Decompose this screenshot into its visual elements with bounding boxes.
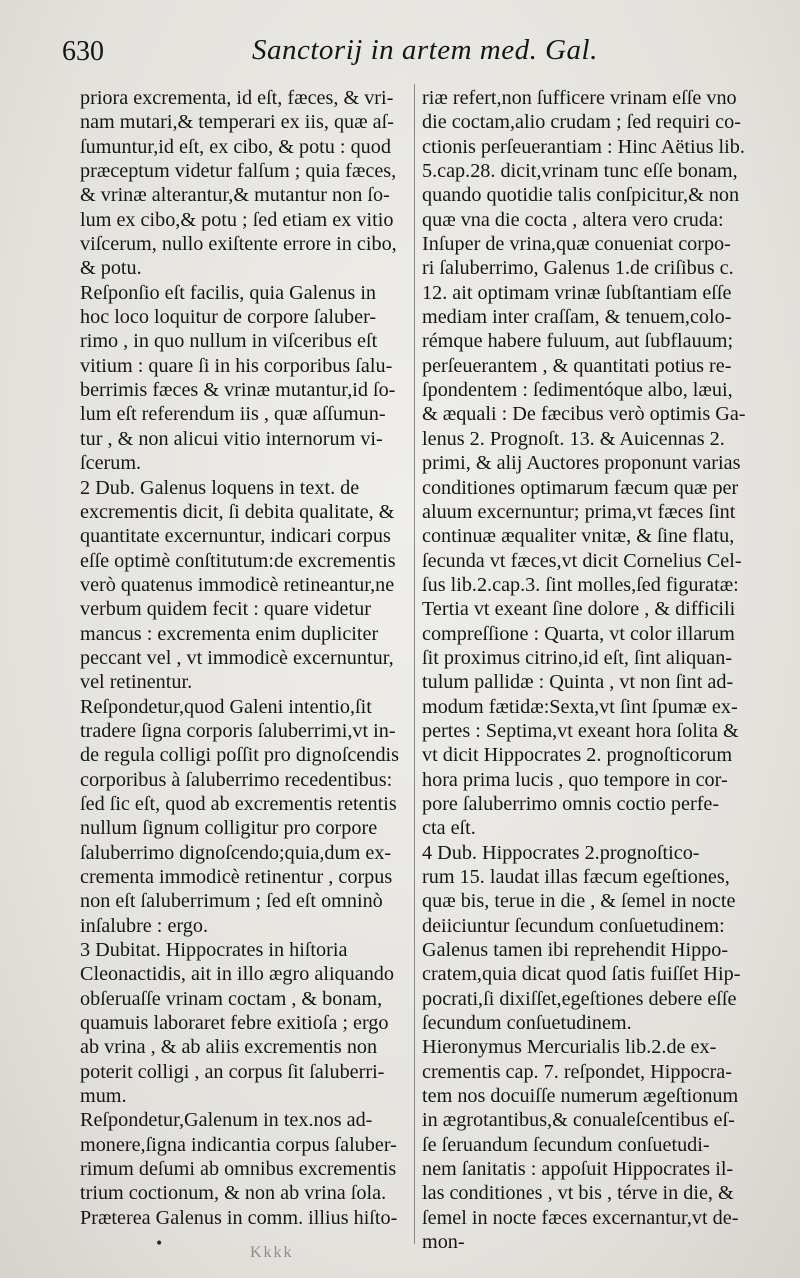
text-line: pore ſaluberrimo omnis coctio perfe- [422, 792, 720, 815]
text-line: Reſpondetur,Galenum in tex.nos ad- [80, 1109, 373, 1132]
text-line: priora excrementa, id eſt, fæces, & vri- [80, 87, 394, 109]
text-line: mancus : excrementa enim dupliciter [80, 622, 379, 645]
text-line: corporibus à ſaluberrimo recedentibus: [80, 768, 393, 791]
text-line: vel retinentur. [80, 671, 193, 694]
column-divider [414, 84, 415, 1244]
text-line: berrimis fæces & vrinæ mutantur,id ſo- [80, 379, 396, 402]
text-line: peccant vel , vt immodicè excernuntur, [80, 646, 394, 669]
text-line: pertes : Septima,vt exeant hora ſolita & [422, 719, 739, 742]
text-line: mediam inter craſſam, & tenuem,colo- [422, 306, 732, 329]
text-line: viſcerum, nullo exiſtente errore in cibo, [80, 233, 397, 256]
text-line: ctionis perſeuerantiam : Hinc Aëtius lib. [422, 135, 745, 158]
text-line: & potu. [80, 257, 142, 280]
text-line: cratem,quia dicat quod ſatis fuiſſet Hip- [422, 963, 741, 986]
text-line: tem nos docuiſſe numerum ægeſtionum [422, 1085, 739, 1108]
right-column [422, 86, 772, 1255]
text-line: rémque habere fuluum, aut ſubflauum; [422, 330, 734, 353]
text-line: lum ex cibo,& potu ; ſed etiam ex vitio [80, 208, 394, 231]
footer-mark: • [155, 1236, 164, 1252]
text-line: Inſuper de vrina,quæ conueniat corpo- [422, 233, 731, 256]
text-line: non eſt ſaluberrimum ; ſed eſt omninò [80, 890, 383, 913]
text-line: pocrati,ſi dixiſſet,egeſtiones debere eſſe [422, 987, 737, 1010]
text-line: ſecundum conſuetudinem. [422, 1012, 632, 1035]
signature-mark: Kkkk [250, 1244, 294, 1261]
page-header [62, 32, 770, 72]
text-line: aluum excernuntur; prima,vt fæces ſint [422, 500, 736, 523]
text-line: riæ refert,non ſufficere vrinam eſſe vno [422, 87, 737, 109]
text-line: inſalubre : ergo. [80, 914, 209, 937]
text-line: monere,ſigna indicantia corpus ſaluber- [80, 1133, 397, 1156]
text-line: Reſpondetur,quod Galeni intentio,ſit [80, 695, 372, 718]
text-line: & æquali : De fæcibus verò optimis Ga- [422, 403, 746, 426]
text-line: ſe ſeruandum ſecundum conſuetudi- [422, 1133, 710, 1156]
text-line: ſumuntur,id eſt, ex cibo, & potu : quod [80, 135, 391, 158]
text-line: mum. [80, 1085, 127, 1108]
text-line: ri ſaluberrimo, Galenus 1.de criſibus c. [422, 257, 734, 280]
text-line: modum fætidæ:Sexta,vt ſint ſpumæ ex- [422, 695, 738, 718]
text-line: die coctam,alio crudam ; ſed requiri co- [422, 111, 741, 134]
text-line: las conditiones , vt bis , térve in die, & [422, 1182, 734, 1205]
text-line: Tertia vt exeant ſine dolore , & difficili [422, 598, 736, 621]
text-line: in ægrotantibus,& conualeſcentibus eſ- [422, 1109, 735, 1132]
text-line: crementis cap. 7. reſpondet, Hippocra- [422, 1060, 732, 1083]
text-line: quamuis laboraret febre exitioſa ; ergo [80, 1012, 389, 1035]
text-line: ſecunda vt fæces,vt dicit Cornelius Cel- [422, 549, 742, 572]
text-line: quantitate excernuntur, indicari corpus [80, 525, 391, 548]
text-line: Reſponſio eſt facilis, quia Galenus in [80, 281, 377, 304]
text-line: tulum pallidæ : Quinta , vt non ſint ad- [422, 671, 734, 694]
text-line: Galenus tamen ibi reprehendit Hippo- [422, 939, 729, 962]
text-line: ſpondentem : ſedimentóque albo, læui, [422, 379, 733, 402]
text-line: nam mutari,& temperari ex iis, quæ aſ- [80, 111, 394, 134]
text-line: poterit colligi , an corpus ſit ſaluberri- [80, 1060, 385, 1083]
text-line: nem ſanitatis : appoſuit Hippocrates il- [422, 1158, 734, 1181]
text-line: rum 15. laudat illas fæcum egeſtiones, [422, 866, 730, 888]
text-line: 12. ait optimam vrinæ ſubſtantiam eſſe [422, 281, 732, 304]
text-line: quæ vna die cocta , altera vero cruda: [422, 208, 724, 231]
text-line: ſus lib.2.cap.3. ſint molles,ſed figuratæ: [422, 573, 739, 596]
text-line: lenus 2. Prognoſt. 13. & Auicennas 2. [422, 427, 725, 450]
text-line: tur , & non alicui vitio internorum vi- [80, 427, 383, 450]
text-line: 5.cap.28. dicit,vrinam tunc eſſe bonam, [422, 160, 738, 183]
text-line: 3 Dubitat. Hippocrates in hiſtoria [80, 939, 348, 962]
page-number: 630 [62, 36, 104, 67]
text-line: verò quatenus immodicè retineantur,ne [80, 573, 395, 596]
running-head: Sanctorij in artem med. Gal. [252, 34, 598, 66]
text-line: ſed ſic eſt, quod ab excrementis retentis [80, 792, 397, 815]
text-line: præceptum videtur falſum ; quia fæces, [80, 160, 397, 183]
text-line: de regula colligi poſſit pro dignoſcendis [80, 744, 400, 767]
text-line: hoc loco loquitur de corpore ſaluber- [80, 306, 377, 329]
text-line: ab vrina , & ab aliis excrementis non [80, 1036, 378, 1059]
text-line: vt dicit Hippocrates 2. prognoſticorum [422, 744, 733, 767]
text-line: mon- [422, 1231, 465, 1254]
text-line: cta eſt. [422, 817, 476, 840]
text-line: eſſe optimè conſtitutum:de excrementis [80, 549, 396, 572]
text-line: & vrinæ alterantur,& mutantur non ſo- [80, 184, 390, 207]
text-line: quæ bis, terue in die , & ſemel in nocte [422, 890, 736, 913]
text-line: tradere ſigna corporis ſaluberrimi,vt in- [80, 719, 396, 742]
text-line: vitium : quare ſi in his corporibus ſalu- [80, 354, 393, 377]
text-line: compreſſione : Quarta, vt color illarum [422, 622, 735, 645]
text-line: 4 Dub. Hippocrates 2.prognoſtico- [422, 841, 700, 864]
text-line: verbum quidem fecit : quare videtur [80, 598, 371, 621]
text-line: obſeruaſſe vrinam coctam , & bonam, [80, 987, 383, 1010]
text-line: excrementis dicit, ſi debita qualitate, & [80, 500, 395, 523]
text-line: Hieronymus Mercurialis lib.2.de ex- [422, 1036, 717, 1059]
text-line: trium coctionum, & non ab vrina ſola. [80, 1182, 387, 1205]
text-line: perſeuerantem , & quantitati potius re- [422, 354, 732, 377]
text-line: lum eſt referendum iis , quæ aſſumun- [80, 403, 386, 426]
text-line: quando quotidie talis conſpicitur,& non [422, 184, 740, 207]
text-line: ſemel in nocte fæces excernantur,vt de- [422, 1206, 739, 1229]
text-line: rimum deſumi ab omnibus excrementis [80, 1158, 397, 1181]
text-line: primi, & alij Auctores proponunt varias [422, 452, 741, 475]
text-line: Cleonactidis, ait in illo ægro aliquando [80, 963, 394, 986]
text-line: deiiciuntur ſecundum conſuetudinem: [422, 914, 725, 937]
text-line: conditiones optimarum fæcum quæ per [422, 476, 739, 499]
text-line: continuæ æqualiter vnitæ, & ſine flatu, [422, 525, 735, 548]
text-line: ſcerum. [80, 452, 142, 475]
text-line: 2 Dub. Galenus loquens in text. de [80, 476, 360, 499]
text-line: rimo , in quo nullum in viſceribus eſt [80, 330, 378, 353]
text-line: nullum ſignum colligitur pro corpore [80, 817, 378, 840]
text-line: ſaluberrimo dignoſcendo;quia,dum ex- [80, 841, 392, 864]
text-line: hora prima lucis , quo tempore in cor- [422, 768, 728, 791]
text-line: ſit proximus citrino,id eſt, ſint aliquan- [422, 646, 733, 669]
text-line: Præterea Galenus in comm. illius hiſto- [80, 1206, 398, 1229]
left-column [80, 86, 410, 1230]
text-line: crementa immodicè retinentur , corpus [80, 866, 393, 888]
